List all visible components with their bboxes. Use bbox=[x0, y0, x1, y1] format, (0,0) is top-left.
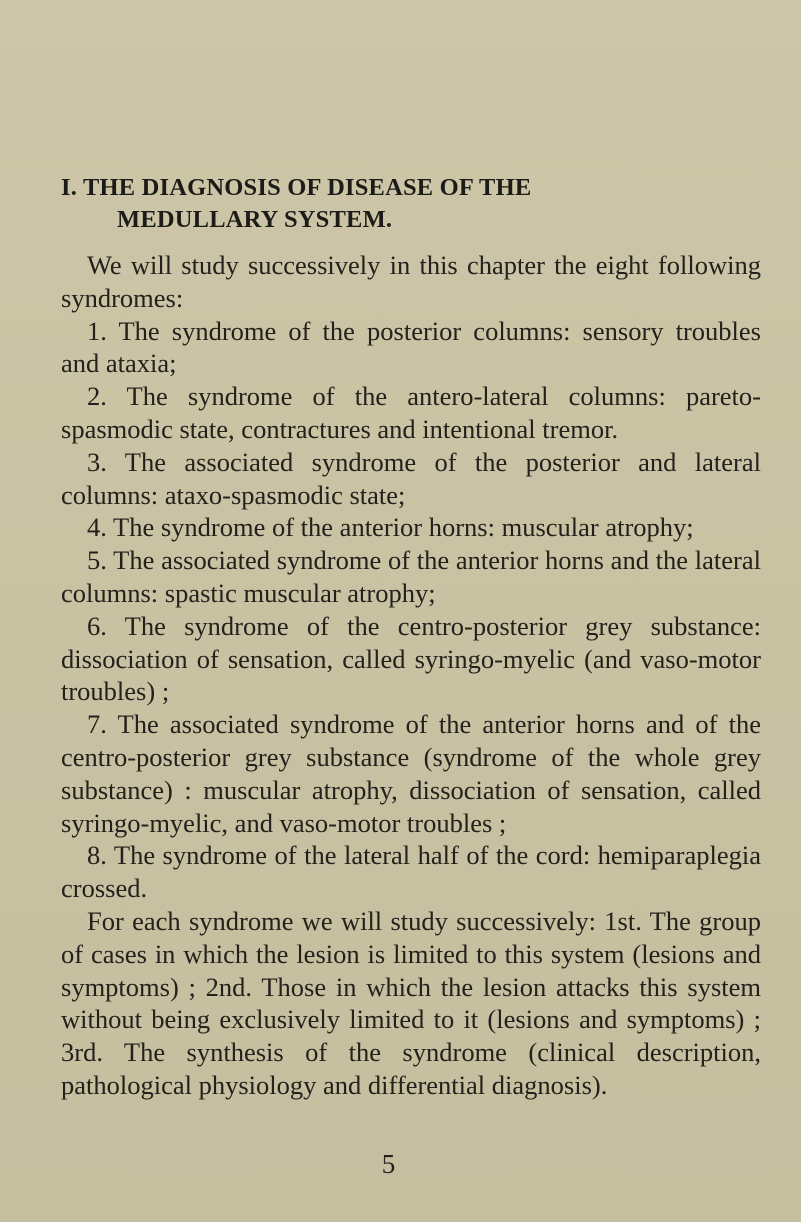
chapter-heading bbox=[61, 172, 761, 236]
chapter-heading-line-1: I. THE DIAGNOSIS OF DISEASE OF THE bbox=[61, 174, 532, 201]
syndrome-item-4: 4. The syndrome of the anterior horns: muscular atrophy; bbox=[87, 512, 694, 543]
syndrome-item-3: 3. The associated syndrome of the posterior and lateral columns: ataxo-spasmodic state; bbox=[61, 446, 761, 510]
syndrome-item-8: 8. The syndrome of the lateral half of the cord: hemiparaplegia crossed. bbox=[61, 840, 761, 904]
chapter-body bbox=[61, 249, 761, 1102]
chapter-heading-line-2: MEDULLARY SYSTEM. bbox=[117, 206, 393, 233]
syndrome-item-1: 1. The syndrome of the posterior columns: sensory troubles and ataxia; bbox=[61, 315, 761, 379]
closing-paragraph: For each syndrome we will study successively: 1st. The group of cases in which the lesion is limited to this system (lesions and symptoms) ; 2nd. Those in which the lesion attacks this system without being exclusively limited to it (lesions and symptoms) ; 3rd. The synthesis of the syndrome (clinical description, pathological physiology and differential diagnosis). bbox=[61, 905, 761, 1100]
syndrome-item-7: 7. The associated syndrome of the anterior horns and of the centro-posterior grey substance (syndrome of the whole grey substance) : muscular atrophy, dissociation of sensation, called syringo-myelic, and vaso-motor troubles ; bbox=[61, 709, 761, 838]
intro-paragraph: We will study successively in this chapter the eight following syndromes: bbox=[61, 250, 761, 313]
syndrome-item-6: 6. The syndrome of the centro-posterior grey substance: dissociation of sensation, called syringo-myelic (and vaso-motor troubles) ; bbox=[61, 610, 761, 707]
page-number bbox=[0, 1149, 801, 1180]
page-number-text: 5 bbox=[381, 1149, 396, 1179]
syndrome-item-5: 5. The associated syndrome of the anterior horns and the lateral columns: spastic muscular atrophy; bbox=[61, 545, 761, 608]
syndrome-item-2: 2. The syndrome of the antero-lateral columns: pareto-spasmodic state, contractures and intentional tremor. bbox=[61, 381, 761, 444]
